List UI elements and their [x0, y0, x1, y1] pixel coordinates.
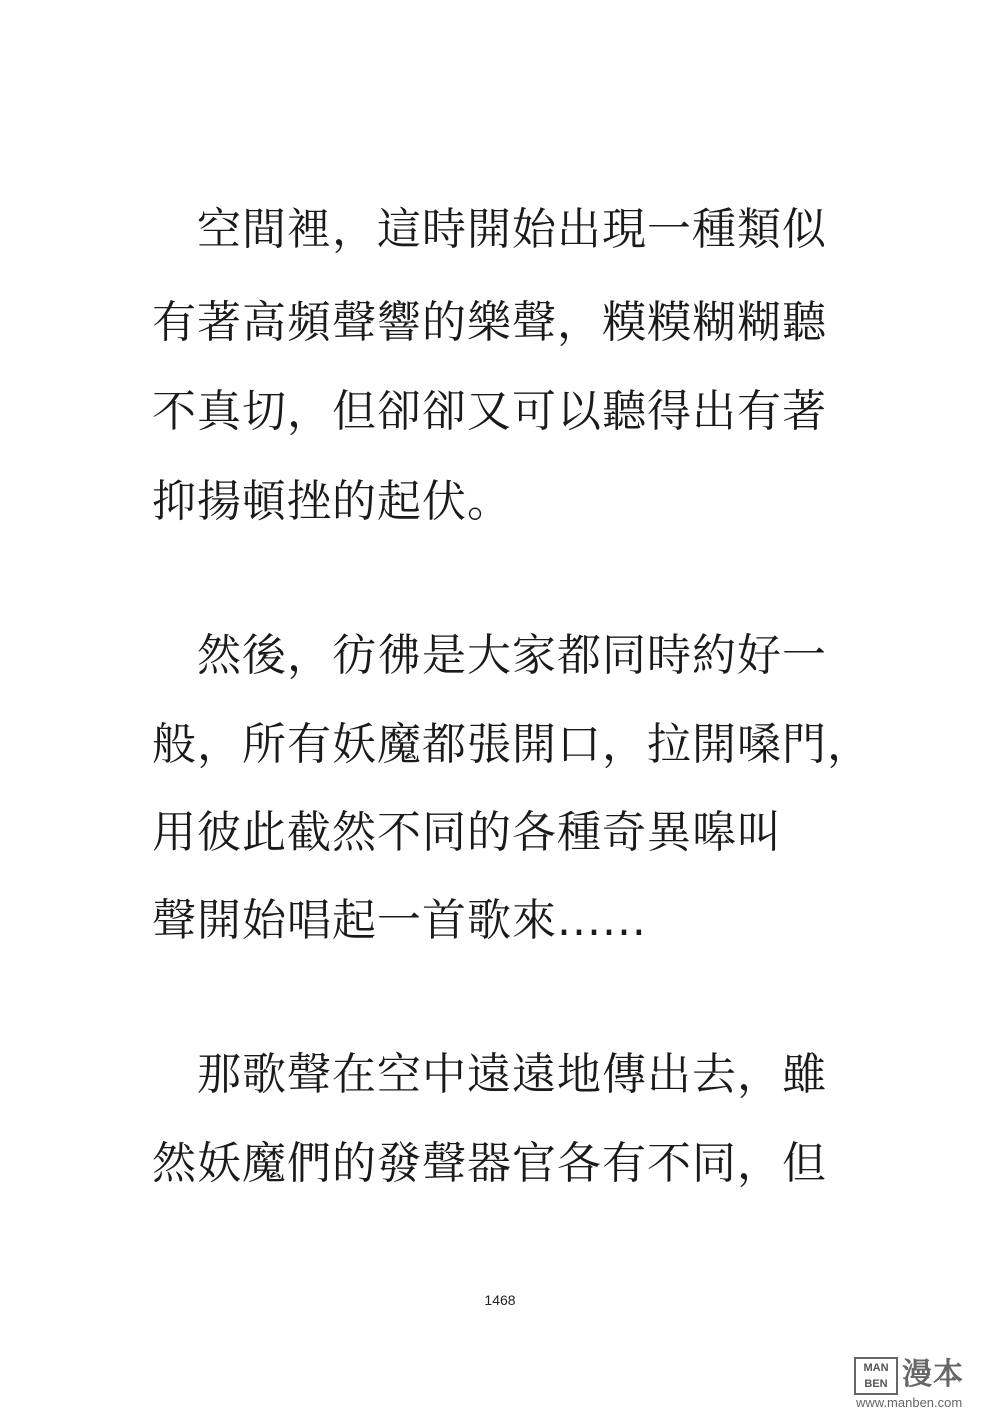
- text-line: 那歌聲在空中遠遠地傳出去，雖: [152, 1049, 827, 1100]
- watermark-logo: MAN BEN: [854, 1357, 898, 1395]
- text-line: 然後，彷彿是大家都同時約好一: [152, 630, 827, 681]
- text-line: 聲開始唱起一首歌來......: [152, 895, 647, 946]
- text-line: 然妖魔們的發聲器官各有不同，但: [152, 1138, 827, 1189]
- text-line: 用彼此截然不同的各種奇異嗥叫: [152, 807, 782, 858]
- watermark-url: www.manben.com: [856, 1395, 963, 1410]
- text-line: 不真切，但卻卻又可以聽得出有著: [152, 386, 827, 437]
- text-line: 空間裡，這時開始出現一種類似: [152, 204, 827, 255]
- watermark: [850, 1355, 992, 1411]
- page-number: 1468: [484, 1292, 516, 1308]
- text-line: 般，所有妖魔都張開口，拉開嗓門，: [152, 719, 872, 770]
- text-line: 抑揚頓挫的起伏。: [152, 476, 512, 527]
- text-line: 有著高頻聲響的樂聲，糢糢糊糊聽: [152, 297, 827, 348]
- watermark-brand: 漫本: [902, 1357, 964, 1392]
